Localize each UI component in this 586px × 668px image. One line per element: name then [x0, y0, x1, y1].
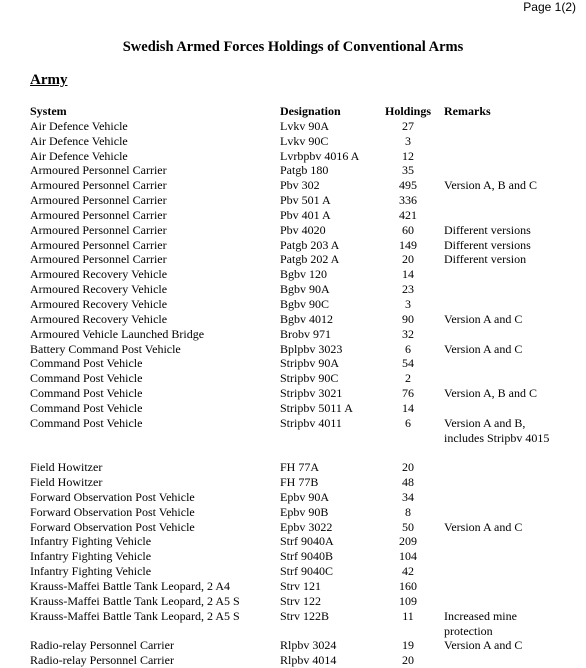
cell-designation: Stripbv 90C — [280, 371, 339, 386]
table-row — [30, 490, 580, 505]
cell-holdings: 14 — [402, 400, 414, 415]
table-row — [30, 297, 580, 312]
cell-holdings: 104 — [399, 549, 417, 564]
cell-system: Armoured Personnel Carrier — [30, 178, 167, 193]
cell-system: Air Defence Vehicle — [30, 133, 128, 148]
cell-designation: Bgbv 4012 — [280, 311, 334, 326]
table-row — [30, 238, 580, 253]
table-row — [30, 223, 580, 238]
cell-holdings: 336 — [399, 193, 417, 208]
table-row — [30, 564, 580, 579]
cell-designation: Stripbv 5011 A — [280, 400, 353, 415]
cell-holdings: 2 — [405, 371, 411, 386]
cell-system: Command Post Vehicle — [30, 356, 143, 371]
cell-remarks: Different versions — [444, 237, 531, 252]
cell-system: Infantry Fighting Vehicle — [30, 534, 152, 549]
header-designation: Designation — [280, 104, 341, 118]
cell-designation: Pbv 401 A — [280, 207, 331, 222]
cell-system: Radio-relay Personnel Carrier — [30, 638, 174, 653]
table-row — [30, 386, 580, 401]
table-row — [30, 609, 580, 639]
cell-system: Command Post Vehicle — [30, 386, 143, 401]
holdings-table — [30, 104, 580, 668]
cell-remarks: Version A and C — [444, 341, 523, 356]
cell-system: Forward Observation Post Vehicle — [30, 489, 195, 504]
table-row — [30, 475, 580, 490]
cell-designation: Strv 122B — [280, 608, 330, 623]
cell-designation: Stripbv 3021 — [280, 386, 343, 401]
cell-designation: Strf 9040A — [280, 534, 334, 549]
table-body — [30, 119, 580, 668]
table-row — [30, 193, 580, 208]
cell-designation: Stripbv 4011 — [280, 415, 342, 430]
table-row — [30, 119, 580, 134]
cell-designation: Brobv 971 — [280, 326, 331, 341]
table-row — [30, 534, 580, 549]
table-row — [30, 252, 580, 267]
cell-designation: Bgbv 90C — [280, 296, 330, 311]
cell-holdings: 54 — [402, 356, 414, 371]
cell-system: Field Howitzer — [30, 475, 103, 490]
cell-system: Armoured Personnel Carrier — [30, 222, 167, 237]
cell-designation: Rlpbv 4014 — [280, 653, 337, 668]
cell-remarks: Different version — [444, 252, 527, 267]
cell-system: Air Defence Vehicle — [30, 148, 128, 163]
cell-system: Armoured Personnel Carrier — [30, 237, 167, 252]
cell-holdings: 8 — [405, 504, 411, 519]
cell-holdings: 42 — [402, 564, 414, 579]
cell-holdings: 14 — [402, 267, 414, 282]
cell-designation: Strf 9040C — [280, 564, 334, 579]
cell-holdings: 109 — [399, 593, 417, 608]
cell-system: Krauss-Maffei Battle Tank Leopard, 2 A5 S — [30, 593, 240, 608]
table-row — [30, 594, 580, 609]
cell-designation: Lvkv 90C — [280, 133, 329, 148]
cell-system: Armoured Recovery Vehicle — [30, 311, 168, 326]
cell-system: Command Post Vehicle — [30, 400, 143, 415]
cell-holdings: 6 — [405, 341, 411, 356]
cell-designation: Strf 9040B — [280, 549, 334, 564]
cell-system: Armoured Personnel Carrier — [30, 163, 167, 178]
cell-system: Air Defence Vehicle — [30, 118, 128, 133]
cell-holdings: 209 — [399, 534, 417, 549]
cell-designation: FH 77A — [280, 460, 320, 475]
header-remarks: Remarks — [444, 104, 491, 118]
table-row — [30, 460, 580, 475]
table-row — [30, 579, 580, 594]
cell-holdings: 20 — [402, 252, 414, 267]
cell-designation: Bplpbv 3023 — [280, 341, 343, 356]
table-row — [30, 653, 580, 668]
table-row — [30, 401, 580, 416]
cell-system: Armoured Personnel Carrier — [30, 252, 167, 267]
table-row — [30, 178, 580, 193]
table-row — [30, 342, 580, 357]
cell-system: Armoured Vehicle Launched Bridge — [30, 326, 205, 341]
cell-holdings: 32 — [402, 326, 414, 341]
cell-holdings: 50 — [402, 519, 414, 534]
cell-remarks: Version A and B, includes Stripbv 4015 — [444, 415, 550, 445]
cell-holdings: 20 — [402, 460, 414, 475]
document-title: Swedish Armed Forces Holdings of Conventional Arms — [122, 39, 464, 55]
cell-holdings: 160 — [399, 579, 417, 593]
cell-remarks: Version A and C — [444, 638, 523, 653]
cell-designation: Patgb 202 A — [280, 252, 340, 267]
cell-holdings: 3 — [405, 296, 411, 311]
cell-holdings: 421 — [399, 207, 417, 222]
cell-designation: Epbv 90B — [280, 504, 329, 519]
cell-system: Forward Observation Post Vehicle — [30, 519, 195, 534]
cell-holdings: 35 — [402, 163, 414, 178]
table-row — [30, 638, 580, 653]
cell-designation: Patgb 203 A — [280, 237, 340, 252]
table-row — [30, 416, 580, 446]
cell-system: Command Post Vehicle — [30, 415, 143, 430]
cell-holdings: 90 — [402, 311, 414, 326]
cell-remarks: Version A and C — [444, 311, 523, 326]
table-row — [30, 163, 580, 178]
cell-designation: Pbv 302 — [280, 178, 320, 193]
cell-holdings: 23 — [402, 282, 414, 297]
table-row — [30, 208, 580, 223]
cell-system: Armoured Recovery Vehicle — [30, 296, 168, 311]
cell-holdings: 495 — [399, 178, 417, 193]
cell-remarks: Version A, B and C — [444, 386, 537, 401]
cell-holdings: 76 — [402, 386, 414, 401]
cell-holdings: 19 — [402, 638, 414, 653]
cell-system: Armoured Personnel Carrier — [30, 207, 167, 222]
cell-holdings: 20 — [402, 653, 414, 668]
cell-system: Battery Command Post Vehicle — [30, 341, 181, 356]
cell-system: Radio-relay Personnel Carrier — [30, 653, 174, 668]
cell-designation: Epbv 3022 — [280, 519, 333, 534]
cell-designation: Epbv 90A — [280, 489, 329, 504]
header-system: System — [30, 104, 67, 118]
cell-system: Armoured Recovery Vehicle — [30, 267, 168, 282]
cell-designation: FH 77B — [280, 475, 319, 490]
cell-designation: Patgb 180 — [280, 163, 329, 178]
cell-system: Krauss-Maffei Battle Tank Leopard, 2 A4 — [30, 579, 230, 593]
table-row — [30, 356, 580, 371]
cell-designation: Strv 122 — [280, 593, 322, 608]
cell-holdings: 11 — [402, 608, 414, 623]
cell-designation: Lvrbpbv 4016 A — [280, 148, 360, 163]
cell-designation: Rlpbv 3024 — [280, 638, 337, 653]
cell-holdings: 6 — [405, 415, 411, 430]
table-row — [30, 371, 580, 386]
cell-designation: Pbv 501 A — [280, 193, 331, 208]
cell-holdings: 34 — [402, 489, 414, 504]
cell-holdings: 27 — [402, 118, 414, 133]
table-row — [30, 549, 580, 564]
cell-system: Armoured Recovery Vehicle — [30, 282, 168, 297]
table-row — [30, 282, 580, 297]
table-row — [30, 149, 580, 164]
table-row — [30, 520, 580, 535]
table-header-row — [30, 104, 580, 119]
cell-designation: Bgbv 90A — [280, 282, 330, 297]
cell-system: Command Post Vehicle — [30, 371, 143, 386]
section-heading: Army — [30, 72, 68, 88]
table-row — [30, 134, 580, 149]
cell-holdings: 48 — [402, 475, 414, 490]
cell-designation: Lvkv 90A — [280, 118, 329, 133]
header-holdings: Holdings — [384, 104, 432, 118]
table-row — [30, 267, 580, 282]
cell-system: Infantry Fighting Vehicle — [30, 549, 152, 564]
cell-remarks: Different versions — [444, 222, 531, 237]
table-row — [30, 327, 580, 342]
cell-designation: Pbv 4020 — [280, 222, 326, 237]
cell-holdings: 3 — [405, 133, 411, 148]
table-row — [30, 505, 580, 520]
cell-system: Armoured Personnel Carrier — [30, 193, 167, 208]
cell-system: Infantry Fighting Vehicle — [30, 564, 152, 579]
cell-system: Forward Observation Post Vehicle — [30, 504, 195, 519]
cell-designation: Bgbv 120 — [280, 267, 328, 282]
cell-remarks: Increased mine protection — [444, 608, 517, 638]
cell-designation: Strv 121 — [280, 579, 322, 593]
table-row — [30, 312, 580, 327]
cell-holdings: 60 — [402, 222, 414, 237]
cell-holdings: 12 — [402, 148, 414, 163]
cell-designation: Stripbv 90A — [280, 356, 340, 371]
cell-system: Krauss-Maffei Battle Tank Leopard, 2 A5 S — [30, 608, 240, 623]
row-spacer — [30, 445, 580, 460]
cell-remarks: Version A, B and C — [444, 178, 537, 193]
page-number: Page 1(2) — [523, 0, 576, 14]
cell-holdings: 149 — [399, 237, 417, 252]
cell-remarks: Version A and C — [444, 519, 523, 534]
cell-system: Field Howitzer — [30, 460, 103, 475]
